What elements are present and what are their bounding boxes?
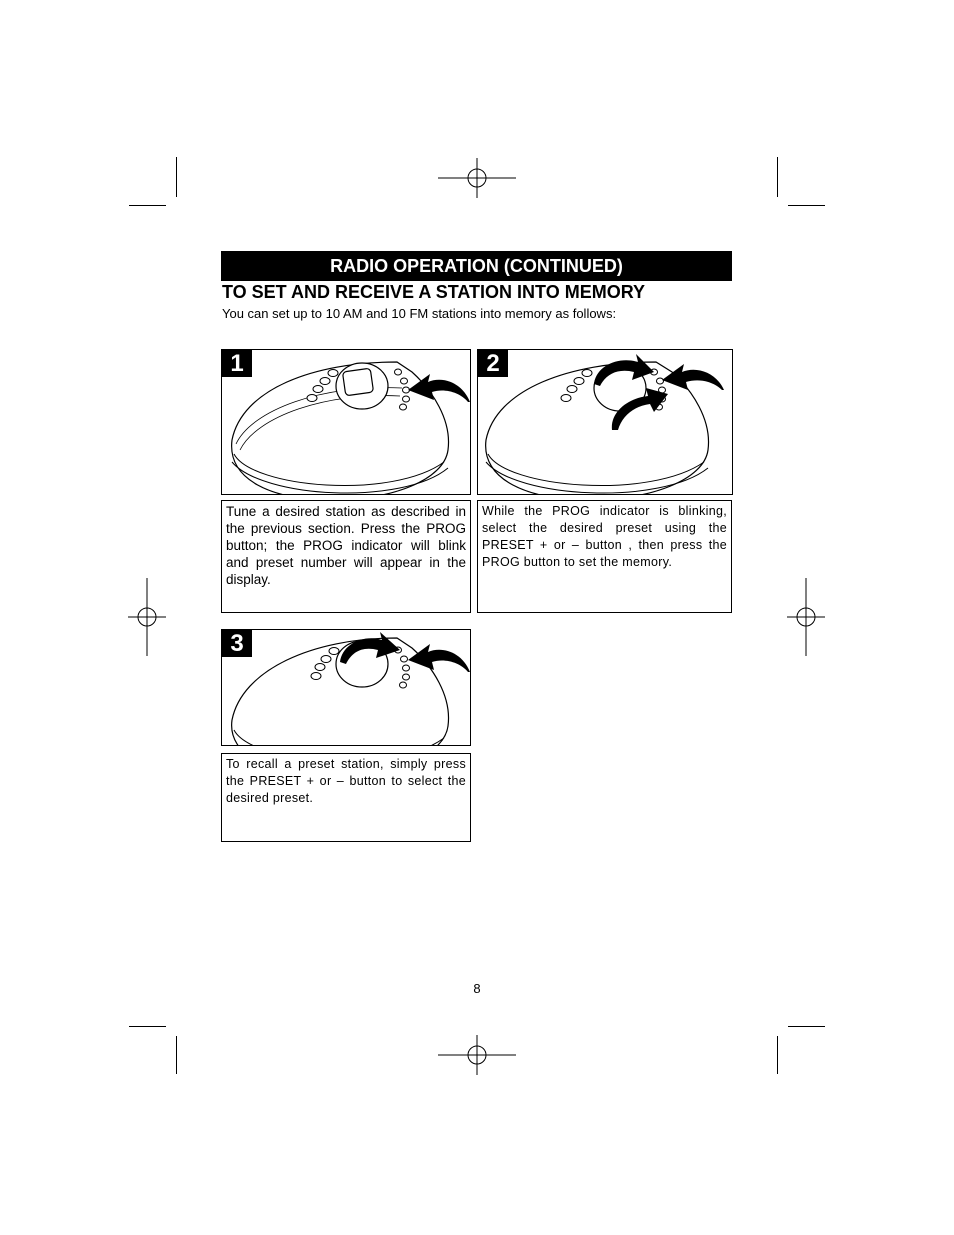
step-number-badge: 3 bbox=[222, 630, 252, 657]
step-number-badge: 2 bbox=[478, 350, 508, 377]
step-2-description bbox=[477, 500, 732, 613]
step-2-illustration bbox=[477, 349, 733, 495]
cd-player-illustration bbox=[222, 630, 470, 745]
step-3-text: To recall a preset station, simply press the PRESET + or – button to select the desired preset. bbox=[226, 757, 466, 805]
crop-mark bbox=[777, 157, 778, 197]
crop-mark bbox=[176, 1036, 177, 1074]
registration-mark bbox=[438, 139, 516, 217]
registration-mark bbox=[108, 578, 186, 656]
step-1-text: Tune a desired station as described in the previous section. Press the PROG button; the PROG indicator will blink and preset number will appear in the display. bbox=[226, 504, 466, 587]
step-2-text: While the PROG indicator is blinking, select the desired preset using the PRESET + or – button , then press the PROG button to set the memory. bbox=[482, 504, 727, 569]
section-title: TO SET AND RECEIVE A STATION INTO MEMORY bbox=[222, 282, 646, 302]
crop-mark bbox=[777, 1036, 778, 1074]
crop-mark bbox=[788, 1026, 825, 1027]
intro-text: You can set up to 10 AM and 10 FM stations into memory as follows: bbox=[222, 306, 617, 321]
section-banner bbox=[221, 251, 732, 281]
crop-mark bbox=[129, 205, 166, 206]
step-3-illustration bbox=[221, 629, 471, 746]
crop-mark bbox=[176, 157, 177, 197]
cd-player-illustration bbox=[478, 350, 732, 494]
banner-title: RADIO OPERATION (CONTINUED) bbox=[330, 255, 623, 276]
registration-mark bbox=[438, 1016, 516, 1094]
registration-mark bbox=[767, 578, 845, 656]
page-number: 8 bbox=[473, 981, 481, 996]
crop-mark bbox=[129, 1026, 166, 1027]
crop-mark bbox=[788, 205, 825, 206]
cd-player-illustration bbox=[222, 350, 470, 494]
step-1-description bbox=[221, 500, 471, 613]
step-number-badge: 1 bbox=[222, 350, 252, 377]
step-1-illustration bbox=[221, 349, 471, 495]
step-3-description bbox=[221, 753, 471, 842]
